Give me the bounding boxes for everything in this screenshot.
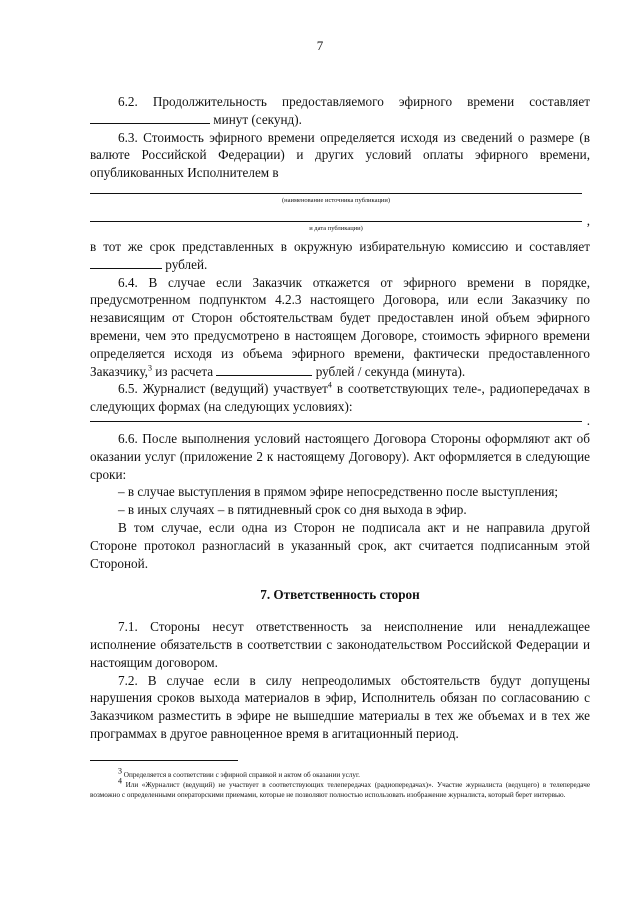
publication-source-line (90, 188, 590, 210)
clause-6-3-cont-tail: рублей. (165, 256, 208, 272)
deadline-live-broadcast: – в случае выступления в прямом эфире непосредственно после выступления; (118, 484, 559, 500)
clause-7-1: 7.1. Стороны несут ответственность за неисполнение или ненадлежащее исполнение обязательств в соответствии с законодательством Российской Федерации и настоящим договором. (90, 619, 590, 670)
footnote-4-text: Или «Журналист (ведущий) не участвует в соответствующих телепередачах (радиопередачах)». Участие журналиста (ведущего) в телепередаче возможно с определенными операторскими приемами, которые не позволяют полностью использовать изображение журналиста, который берет интервью. (90, 781, 591, 799)
clause-6-5 (90, 380, 590, 416)
footnote-3-text: Определяется в соответствии с эфирной справкой и актом об оказании услуг. (123, 771, 360, 779)
clause-6-3-continuation (90, 238, 590, 274)
clause-6-4-text: 6.4. В случае если Заказчик откажется от эфирного времени в порядке, предусмотренном подпунктом 4.2.3 настоящего Договора, или если Заказчику по независящим от Сторон обстоятельствам будет предоставлен иной объем эфирного времени, чем это предусмотрено в настоящем Договоре, стоимость эфирного времени определяется исходя из объема эфирного времени, фактически предоставленного Заказчику, (90, 274, 590, 379)
footnote-3-mark: 3 (118, 766, 122, 776)
footnote-ref-4: 4 (327, 380, 332, 390)
clause-6-4-mid: из расчета (155, 363, 214, 379)
participation-conditions-line: . (90, 416, 590, 430)
section-7-heading: 7. Ответственность сторон (260, 587, 420, 603)
footnote-4-mark: 4 (118, 776, 122, 786)
publication-source-caption: (наименование источника публикации) (281, 196, 391, 204)
clause-6-3-cont-text: в тот же срок представленных в окружную избирательную комиссию и составляет (90, 238, 590, 254)
duration-blank (90, 111, 210, 124)
page-number: 7 (316, 38, 324, 53)
footnote-separator (90, 760, 238, 761)
clause-7-2: 7.2. В случае если в силу непреодолимых обстоятельств будут допущены нарушения сроков выхода материалов в эфир, Исполнитель обязан по согласованию с Заказчиком разместить в эфире не вышедшие материалы в тех же объемах и в тех же программах в другое равноценное время в агитационный период. (90, 672, 590, 741)
clause-6-6: 6.6. После выполнения условий настоящего Договора Стороны оформляют акт об оказании услуг (приложение 2 к настоящему Договору). Акт оформляется в следующие сроки: (90, 430, 590, 482)
rate-blank (216, 363, 312, 376)
clause-6-3: 6.3. Стоимость эфирного времени определяется исходя из сведений о размере (в валюте Российской Федерации) и других условий оплаты эфирного времени, опубликованных Исполнителем в (90, 129, 590, 181)
footnotes (90, 766, 591, 800)
footnote-3 (90, 766, 590, 780)
clause-6-4-tail: рублей / секунда (минута). (315, 363, 466, 379)
publication-date-line: и дата публикации) , (90, 216, 590, 238)
clause-6-4 (90, 274, 590, 381)
clause-6-2-text: 6.2. Продолжительность предоставляемого эфирного времени составляет (118, 94, 590, 109)
clause-unsigned-act: В том случае, если одна из Сторон не подписала акт и не направила другой Стороне протокол разногласий в указанный срок, акт считается подписанным этой Стороной. (90, 519, 590, 571)
footnote-4 (90, 776, 591, 800)
clause-6-5-text: 6.5. Журналист (ведущий) участвует (118, 381, 328, 397)
clause-6-2-tail: минут (секунд). (213, 111, 302, 127)
amount-blank (90, 256, 162, 269)
publication-date-caption: и дата публикации) (309, 224, 363, 232)
document-body (90, 93, 590, 743)
clause-6-2 (90, 93, 590, 129)
footnote-ref-3: 3 (147, 363, 152, 373)
deadline-other-cases: – в иных случаях – в пятидневный срок со дня выхода в эфир. (118, 502, 467, 518)
clause-6-5-tail: в соответствующих теле-, радиопередачах в следующих формах (на следующих условиях): (90, 381, 590, 415)
